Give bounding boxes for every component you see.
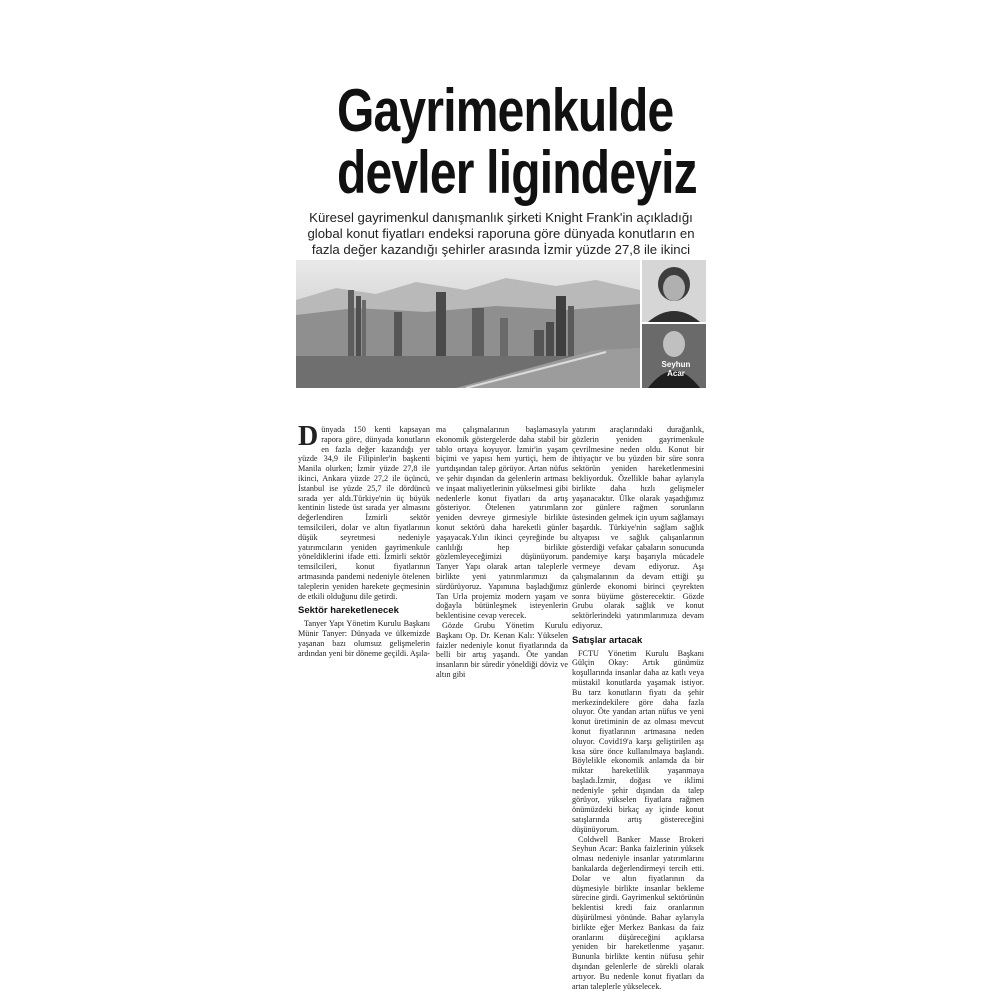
izmir-skyline-photo xyxy=(296,260,640,388)
portrait-woman xyxy=(642,260,706,322)
headline-line-1: Gayrimenkulde xyxy=(337,77,674,144)
headline-line-2: devler ligindeyiz xyxy=(337,139,697,206)
article-column-1 xyxy=(298,421,430,658)
article-paragraph: yatırım araçlarındaki durağanlık, gözlerin yeniden gayrimenkule çevrilmesine neden oldu. Konut bir ihtiyaçtır ve bu yüzden bir süre sonra sektörün yeniden hareketlenmesini bekliyorduk. Özellikle bahar aylarıyla birlikte daha hızlı gelişmeler yaşanacaktır. Ülke olarak yaşadığımız zor günlere rağmen sorunların üstesinden gelmek için uyum sağlamayı başardık. Türkiye'nin sağlam sağlık altyapısı ve sağlık çalışanlarının gösterdiği vefakar çabaların sonucunda pandemiye karşı başarıyla mücadele vermeye devam ediyoruz. Aşı çalışmalarının da devam ettiği şu günlerde ekonomi birinci çeyrekten sonra büyüme gösterecektir. Gözde Grubu olarak sağlık ve konut sektörlerindeki yatırımlarımıza devam ediyoruz. xyxy=(572,425,704,630)
article-paragraph: Gözde Grubu Yönetim Kurulu Başkanı Op. Dr. Kenan Kalı: Yükselen faizler nedeniyle konut fiyatlarında da belli bir artış yaşandı. Öte yandan insanların bir süredir yöneldiği döviz ve altın gibi xyxy=(436,620,568,679)
newspaper-clipping xyxy=(296,77,706,991)
subheading-sektor: Sektör hareketlenecek xyxy=(298,605,399,617)
article-paragraph xyxy=(298,421,430,601)
article-paragraph: Coldwell Banker Masse Brokeri Seyhun Acar: Banka faizlerinin yüksek olması nedeniyle insanlar yatırımlarını bankalarda değerlendirmeyi tercih etti. Dolar ve altın fiyatlarının da düşmesiyle birlikte insanlar bekleme sürecine girdi. Gayrimenkul sektörünün beklentisi kredi faiz oranlarının düşürülmesi yönünde. Bahar aylarıyla birlikte eğer Merkez Bankası da faiz oranlarını düşüreceğini açıklarsa yeniden bir hareketlenme yaşanır. Bununla birlikte kentin nüfusu şehir dışından gelenlerle de sürekli olarak artıyor. Bu nedenle konut fiyatları da artan taleplerle yükselecek. xyxy=(572,834,704,991)
article-paragraph: Tanyer Yapı Yönetim Kurulu Başkanı Münir Tanyer: Dünyada ve ülkemizde yaşanan bazı olumsuz gelişmelerin ardından yeni bir döneme geçildi. Aşıla- xyxy=(298,619,430,658)
article-paragraph: ma çalışmalarının başlamasıyla ekonomik göstergelerde daha stabil bir tablo ortaya koyuyor. İzmir'in yaşam biçimi ve yapısı hem yurtiçi, hem de yurtdışından talep görüyor. Artan nüfus ve şehir dışından da gelenlerin artması ve inşaat maliyetlerinin yükselmesi gibi nedenlerle konut fiyatları da artış gösteriyor. Ötelenen yatırımların yeniden devreye girmesiyle birlikte konut sektörü daha hareketli günler yaşayacak.Yılın ikinci çeyreğinde bu canlılığı hep birlikte gözlemleyeceğimizi düşünüyorum. Tanyer Yapı olarak artan taleplerle birlikte yeni yatırımlarımızı da sürdürüyoruz. Yapımına başladığımız Tan Urla projemiz modern yaşam ve doğayla bütünleşmek isteyenlerin beklentisine cevap verecek. xyxy=(436,425,568,621)
drop-cap: D xyxy=(298,421,319,452)
article-paragraph: FCTU Yönetim Kurulu Başkanı Gülçin Okay: Artık günümüz koşullarında insanlar daha az katlı veya müstakil konutlarda yaşamak istiyor. Bu tarz konutların fiyatı da şehir merkezindekilere göre daha fazla oluyor. Öte yandan artan nüfus ve yeni konut üretiminin de az olması mevcut konut fiyatlarının artmasına neden oluyor. Covid19'a karşı geliştirilen aşı kısa süre önce kullanılmaya başlandı. Böylelikle ekonomik anlamda da bir miktar hareketlilik yaşanmaya başladı.İzmir, doğası ve iklimi nedeniyle şehir dışından da talep görüyor, yükselen fiyatlara rağmen önümüzdeki birkaç ay içinde konut satışlarında artış göstereceğini düşünüyorum. xyxy=(572,648,704,834)
portrait-column xyxy=(642,260,706,388)
article-column-2 xyxy=(436,425,568,680)
headline xyxy=(337,77,697,206)
portrait-caption xyxy=(656,360,696,378)
subheading-satislar: Satışlar artacak xyxy=(572,634,643,646)
portrait-seyhun-acar xyxy=(642,324,706,388)
caption-first-name: Seyhun xyxy=(661,360,691,369)
caption-last-name: Acar xyxy=(667,369,685,378)
article-text: ünyada 150 kenti kapsayan rapora göre, dünyada konutların en fazla değer kazandığı yer yüzde 34,9 ile Filipinler'in başkenti Manila olurken; İzmir yüzde 27,8 ile ikinci, Ankara yüzde 27,2 ile üçüncü, İstanbul ise yüzde 25,7 ile dördüncü sırada yer aldı.Türkiye'nin üç büyük kentinin listede üst sırada yer almasını değerlendiren İzmirli sektör temsilcileri, dolar ve altın fiyatlarının düşük seyretmesi nedeniyle yatırımcıların yeniden gayrimenkule yöneldiklerini ifade etti. İzmirli sektör temsilcileri, konut fiyatlarının artmasında pandemi nedeniyle ötelenen taleplerin yeniden harekete geçmesinin de etkili olduğunu dile getirdi. xyxy=(298,425,430,601)
article-column-3 xyxy=(572,425,704,991)
lead-paragraph: Küresel gayrimenkul danışmanlık şirketi Knight Frank'in açıkladığı global konut fiyatları endeksi raporuna göre dünyada konutların en fazla değer kazandığı şehirler arasında İzmir yüzde 27,8 ile ikinci xyxy=(307,210,695,257)
